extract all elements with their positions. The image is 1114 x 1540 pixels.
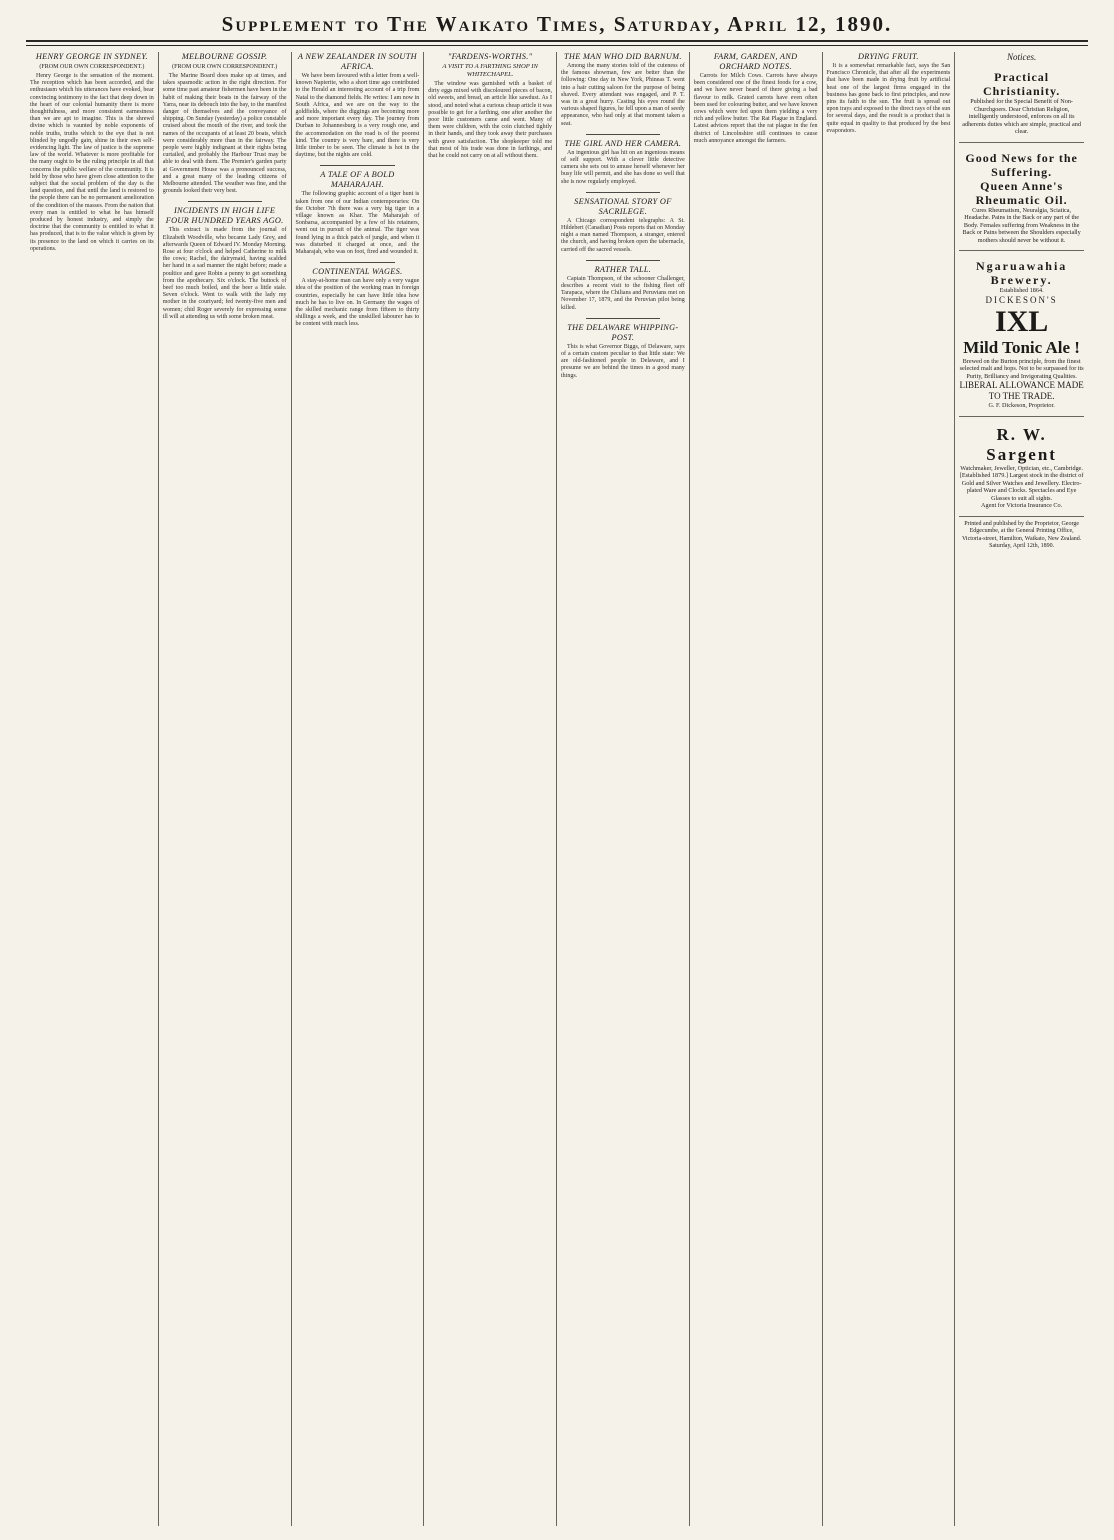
column-3 [292,52,425,1526]
article-body: Captain Thompson, of the schooner Challenger, describes a recent visit to the fishing fleet off Tarapaca, where the Chilians and Peruvians met on November 17, 1879, and the Peruvian pilot being killed. [561,275,685,311]
article-body: A stay-at-home man can have only a very vague idea of the position of the working man in foreign countries, especially he can have little idea how much he has to live on. In Germany the wages of the skilled mechanic range from fifteen to thirty shillings a week, and the unskilled labourer has to be content with much less. [295,278,420,328]
headline: HENRY GEORGE IN SYDNEY. [35,52,148,61]
ad-text: Cures Rheumatism, Neuralgia, Sciatica, Headache. Pains in the Back or any part of the Body. Females suffering from Weakness in the Back or Pains between the Shoulders especially mothers should never be without it. [962,206,1081,244]
article-continental-wages [296,267,420,328]
columns [26,52,1088,1526]
ad-text: Brewed on the Burton principle, from the finest selected malt and hops. Not to be surpassed for its Purity, Brilliancy and Invigorating Qualities. [959,357,1084,380]
subhead: A VISIT TO A FARTHING SHOP IN WHITECHAPEL. [442,63,538,78]
article-farm-notes [694,52,818,145]
article-rather-tall [561,265,685,312]
ad-footer: Agent for Victoria Insurance Co. [981,502,1063,509]
column-1 [26,52,159,1526]
column-7 [823,52,956,1526]
column-5 [557,52,690,1526]
article-henry-george [30,52,154,253]
ad-product: Mild Tonic Ale ! [963,337,1080,357]
headline: THE MAN WHO DID BARNUM. [564,52,682,61]
ad-established: Established 1864. [999,287,1044,294]
article-high-life [163,206,287,321]
article-body: This is what Governor Biggs, of Delaware, says of a certain custom peculiar to that little state: We are old-fashioned people in Delaware, and I presume we are behind the times in a good many things. [561,343,685,379]
masthead-title: Supplement to The Waikato Times, Saturday, April 12, 1890. [221,12,893,36]
headline: THE DELAWARE WHIPPING-POST. [567,322,679,342]
masthead-rule [26,45,1088,46]
headline: "FARDENS-WORTHS." [447,52,533,61]
headline: SENSATIONAL STORY OF SACRILEGE. [574,196,672,216]
article-whipping-post [561,323,685,380]
headline: CONTINENTAL WAGES. [312,267,403,277]
article-barnum [561,52,685,128]
ad-title: Ngaruawahia Brewery. [975,259,1068,287]
article-body: An ingenious girl has hit on an ingenious means of self support. With a clever little detective camera she sets out to amuse herself whenever her busy life will permit, and she has done so well that she is now regularly employed. [561,149,685,185]
article-body: Among the many stories told of the cuteness of the famous showman, few are better than the following: One day in New York, Phineas T. went into a hair cutting saloon for the purpose of being shaved. Every attendant was engaged, and P. T. was in a great hurry. Casting his eyes round the various shaped figures, he fell upon a man of seedy appearance, who had only at that moment taken a seat. [561,63,685,127]
ad-product: Queen Anne's Rheumatic Oil. [975,178,1068,207]
column-6 [690,52,823,1526]
article-body: We have been favoured with a letter from a well-known Napierite, who a short time ago contributed to the Herald an interesting account of a trip from Natal to the diamond fields. He writes: I am now in South Africa, and we are on the way to the goldfields, where the diggings are becoming more and more important every day. The journey from Durban to Johannesburg is a very rough one, and the accommodation on the road is of the poorest kind. The country is very bare, and there is very little timber to be seen. The climate is hot in the daytime, but the nights are cold. [295,73,420,159]
ad-text: Watchmaker, Jeweller, Optician, etc., Cambridge. [Established 1879.] Largest stock in the district of Gold and Silver Watches and Jewellery. Electro-plated Ware and Clocks. Spectacles and Eye Glasses to suit all sights. [959,464,1084,502]
column-4 [424,52,557,1526]
article-fardens-worths [428,52,552,160]
imprint: Printed and published by the Proprietor, George Edgecumbe, at the General Printing Office, Victoria-street, Hamilton, Waikato, New Zealand. Saturday, April 12th, 1890. [961,520,1082,549]
article-divider [586,134,660,135]
article-body: A Chicago correspondent telegraphs: A St. Hildebert (Canadian) Posts reports that on Monday night a man named Thompson, a stranger, entered the church, and having broken open the tabernacle, carried off the sacred vessels. [561,217,685,253]
headline: RATHER TALL. [594,264,652,274]
ad-footer: LIBERAL ALLOWANCE MADE TO THE TRADE. [959,380,1084,401]
ad-sargent [959,421,1084,517]
ad-maker: DICKESON'S [985,294,1058,305]
ad-brand: IXL [994,304,1049,338]
ad-title: R. W. Sargent [986,424,1057,464]
article-body: This extract is made from the journal of Elizabeth Woodville, who became Lady Grey, and afterwards Queen of Edward IV. Monday Morning. Rose at four o'clock and helped Catherine to milk the cows; Rachel, the dairymaid, having scalded her hand in a sad manner the night before; made a poultice and gave Robin a penny to get something from the apothecary. Six o'clock. The buttock of beef too much boiled, and the beer a little stale. Seven o'clock. Went to walk with the lady my mother in the courtyard; fed twenty-five men and women; chid Roger severely for expressing some ill will at attending us with some broken meat. [162,227,287,320]
headline: THE GIRL AND HER CAMERA. [564,138,682,148]
column-notices [955,52,1088,1526]
article-sacrilege [561,197,685,254]
article-melbourne-gossip [163,52,287,195]
article-divider [320,262,394,263]
article-new-zealander [296,52,420,159]
article-body: The following graphic account of a tiger hunt is taken from one of our Indian contemporaries: On the October 7th there was a very big tiger in a village known as Khar. The Maharajah of Sonbarsa, accompanied by a few of his retainers, went out in pursuit of the animal. The tiger was found lying in a thick patch of jungle, and when it was disturbed it charged at once, and the Maharajah, who was on foot, fired and wounded it. [295,191,420,256]
headline: MELBOURNE GOSSIP. [181,52,268,61]
article-body: Henry George is the sensation of the moment. The reception which has been accorded, and the enthusiasm which his utterances have evoked, bear convincing testimony to the fact that deep down in the heart of our colonial humanity there is more thoughtfulness, and more consistent earnestness than we are apt to imagine. This is the shrewd divine which is vaunted by noble exponents of noble truths, truths which to the eye that is not blinded by ungodly gain, shine in their own self-evidencing light. The law of justice is the supreme law of the world. Whatever is more profitable for the many ought to be the ruling principle in all that concerns the public welfare of the community. It is held by those who have given close attention to the subject that the social problem of the day is the land question, and that until the land is restored to the people there can be no permanent amelioration of the condition of the masses. From the nation that every man is entitled to what he has himself produced by honest industry, and simply the doctrine that the community is entitled to what it has produced, that is to the value which is given by its presence to the land on which it carries on its operations. [30,73,154,252]
article-maharajah [296,170,420,256]
article-body: The Marine Board does make up at times, and takes spasmodic action in the right direction. For some time past amateur fishermen have been in the habit of making their boats in the fairway of the Yarra, near its debouch into the bay, to the manifest danger of themselves and the conveyance of shipping. On Sunday (yesterday) a police constable cruised about the mouth of the river, and took the names of the occupants of at least 20 boats, which were considerably more than in the fairway. The people were highly indignant at their rights being curtailed, and probably the Harbour Trust may be able to deal with them. The Premier's garden party at Government House was a pronounced success, and a great many of the leading citizens of Melbourne attended. The weather was fine, and the grounds looked their very best. [162,73,287,195]
article-body: It is a somewhat remarkable fact, says the San Francisco Chronicle, that after all the experiments that have been made in drying fruit by artificial heat one of the largest firms engaged in the business has gone back to first principles, and now pins its faith to the sun. The fruit is spread out upon trays and exposed to the direct rays of the sun for several days, and the result is a product that is quite equal in quality to that produced by the best evaporators. [826,63,951,134]
byline: (FROM OUR OWN CORRESPONDENT.) [39,64,145,70]
ad-practical-christianity [959,66,1084,143]
article-divider [586,260,660,261]
ad-rheumatic-oil [959,147,1084,252]
headline: A NEW ZEALANDER IN SOUTH AFRICA. [297,52,417,71]
ad-text: Published for the Special Benefit of Non-Churchgoers. Dear Christian Religion, intelligently understood, enforces on all its adherents duties which are simple, practical and clear. [962,98,1081,135]
headline: FARM, GARDEN, AND ORCHARD NOTES. [713,52,798,71]
masthead [26,8,1088,42]
article-body: The window was garnished with a basket of dirty eggs mixed with discoloured pieces of bacon, old sweets, and bread, an article like sawdust. As I stood, and noted what a curious cheap article it was possible to get for a farthing, one after another the poor little customers came and went. Many of them were children, with the coin clutched tightly in their hands, and they took away their purchases with grave satisfaction. The shopkeeper told me that most of his trade was done in farthings, and that he could not carry on at all without them. [428,81,552,160]
ad-brewery [959,255,1084,417]
byline: (FROM OUR OWN CORRESPONDENT.) [172,64,278,70]
ad-proprietor: G. F. Dickeson, Proprietor. [988,402,1055,409]
article-girl-camera [561,139,685,186]
article-divider [188,201,262,202]
headline: DRYING FRUIT. [857,52,919,61]
article-divider [320,165,394,166]
ad-title: Good News for the Suffering. [965,150,1078,179]
article-drying-fruit [827,52,951,135]
article-divider [586,318,660,319]
notices-title: Notices. [1007,52,1037,62]
column-2 [159,52,292,1526]
ad-title: Practical Christianity. [982,70,1061,98]
headline: A TALE OF A BOLD MAHARAJAH. [320,170,395,190]
headline: INCIDENTS IN HIGH LIFE FOUR HUNDRED YEARS AGO. [165,206,284,226]
article-divider [586,192,660,193]
article-body: Carrots for Milch Cows. Carrots have always been considered one of the finest foods for a cow, and we have never heard of there giving a bad flavour to milk. Grated carrots have even often been used for colouring butter, and we have known cows which were fed upon them yielding a very rich and yellow butter. The Rat Plague in England. Latest advices report that the rat plague in the fen district of Lincolnshire still continues to cause much annoyance amongst the farmers. [693,73,818,144]
